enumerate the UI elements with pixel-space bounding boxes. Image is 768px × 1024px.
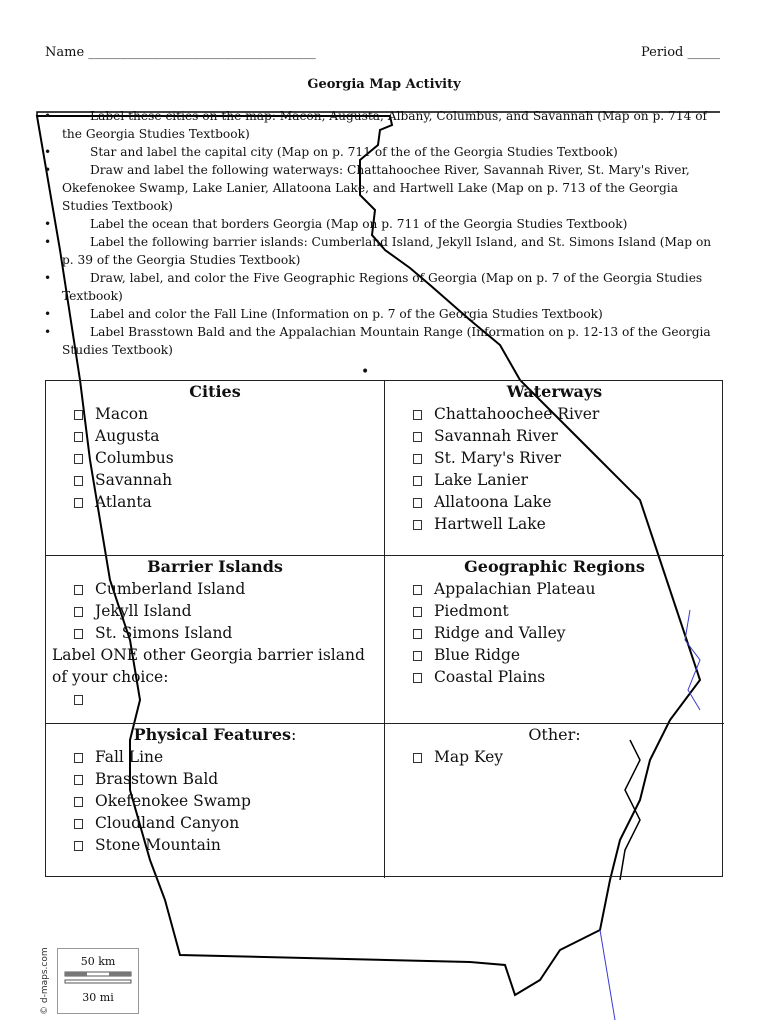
checkbox[interactable] [413,651,422,661]
map-scale [57,948,139,1014]
list-item: Coastal Plains [413,666,718,688]
cities-heading: Cities [189,382,241,401]
checkbox[interactable] [413,476,422,486]
bullet-dot: • [361,364,370,380]
list-item: Lake Lanier [413,469,718,491]
physical-features-section [46,724,385,878]
list-item: Cumberland Island [74,578,378,600]
list-item: Atlanta [74,491,378,513]
instruction-item: • Draw, label, and color the Five Geographic Regions of Georgia (Map on p. 7 of the Georgia Studies Textbook) [40,269,720,305]
checkbox[interactable] [74,753,83,763]
barrier-islands-heading: Barrier Islands [147,557,283,576]
checkbox[interactable] [74,695,83,705]
list-item: St. Mary's River [413,447,718,469]
list-item: Map Key [413,746,718,768]
physical-features-heading: Physical Features: [133,725,297,744]
checkbox[interactable] [74,629,83,639]
checkbox[interactable] [74,607,83,617]
checkbox[interactable] [74,498,83,508]
checkbox[interactable] [74,476,83,486]
checkbox[interactable] [413,498,422,508]
list-item: Cloudland Canyon [74,812,378,834]
instruction-item: • Label and color the Fall Line (Information on p. 7 of the Georgia Studies Textbook) [40,305,720,323]
list-item: Macon [74,403,378,425]
checkbox[interactable] [413,753,422,763]
list-item: Fall Line [74,746,378,768]
checkbox[interactable] [413,607,422,617]
list-item: Appalachian Plateau [413,578,718,600]
instruction-item: • Label Brasstown Bald and the Appalachian Mountain Range (Information on p. 12-13 of the Georgia Studies Textbook) [40,323,720,359]
checkbox[interactable] [74,841,83,851]
list-item: Columbus [74,447,378,469]
waterways-heading: Waterways [506,382,603,401]
list-item: St. Simons Island [74,622,378,644]
regions-section [385,556,724,724]
checkbox[interactable] [413,520,422,530]
checkbox[interactable] [74,819,83,829]
cities-section [46,381,385,556]
list-item: Hartwell Lake [413,513,718,535]
checkbox[interactable] [413,454,422,464]
barrier-island-note: Label ONE other Georgia barrier island of your choice: [52,646,365,686]
list-item: Jekyll Island [74,600,378,622]
regions-heading: Geographic Regions [464,557,645,576]
scale-km: 50 km [80,955,116,968]
checkbox[interactable] [74,454,83,464]
instruction-item: • Star and label the capital city (Map on p. 711 of the of the Georgia Studies Textbook) [40,143,720,161]
scale-bar-icon [63,968,133,988]
list-item: Blue Ridge [413,644,718,666]
instruction-item: • Label the following barrier islands: Cumberland Island, Jekyll Island, and St. Simons Island (Map on p. 39 of the Georgia Studies Textbook) [40,233,720,269]
list-item [74,688,378,710]
list-item: Augusta [74,425,378,447]
checkbox[interactable] [413,673,422,683]
name-field[interactable]: Name ___________________________________ [45,45,316,60]
list-item: Ridge and Valley [413,622,718,644]
waterways-section [385,381,724,556]
checkbox[interactable] [74,775,83,785]
checkbox[interactable] [74,797,83,807]
checkbox[interactable] [74,585,83,595]
barrier-islands-section [46,556,385,724]
checkbox[interactable] [74,432,83,442]
checkbox[interactable] [413,585,422,595]
list-item: Stone Mountain [74,834,378,856]
list-item: Brasstown Bald [74,768,378,790]
list-item: Okefenokee Swamp [74,790,378,812]
checkbox[interactable] [74,410,83,420]
list-item: Piedmont [413,600,718,622]
list-item: Chattahoochee River [413,403,718,425]
list-item: Savannah River [413,425,718,447]
list-item: Savannah [74,469,378,491]
map-credit: © d-maps.com [40,947,50,1015]
checkbox[interactable] [413,432,422,442]
period-field[interactable]: Period _____ [640,45,720,60]
checkbox[interactable] [413,629,422,639]
scale-mi: 30 mi [82,991,114,1004]
other-heading: Other: [528,725,581,744]
instruction-item: • Label the ocean that borders Georgia (Map on p. 711 of the Georgia Studies Textbook) [40,215,720,233]
checkbox[interactable] [413,410,422,420]
instructions-list [40,107,720,359]
page-title: Georgia Map Activity [307,77,461,92]
instruction-item: • Label these cities on the map: Macon, Augusta, Albany, Columbus, and Savannah (Map on p. 714 of the Georgia Studies Textbook) [40,107,720,143]
other-section [385,724,724,878]
instruction-item: • Draw and label the following waterways: Chattahoochee River, Savannah River, St. Mary's River, Okefenokee Swamp, Lake Lanier, Allatoona Lake, and Hartwell Lake (Map on p. 713 of the Georgia Studies Textbook) [40,161,720,215]
list-item: Allatoona Lake [413,491,718,513]
checklist-grid [45,380,723,877]
